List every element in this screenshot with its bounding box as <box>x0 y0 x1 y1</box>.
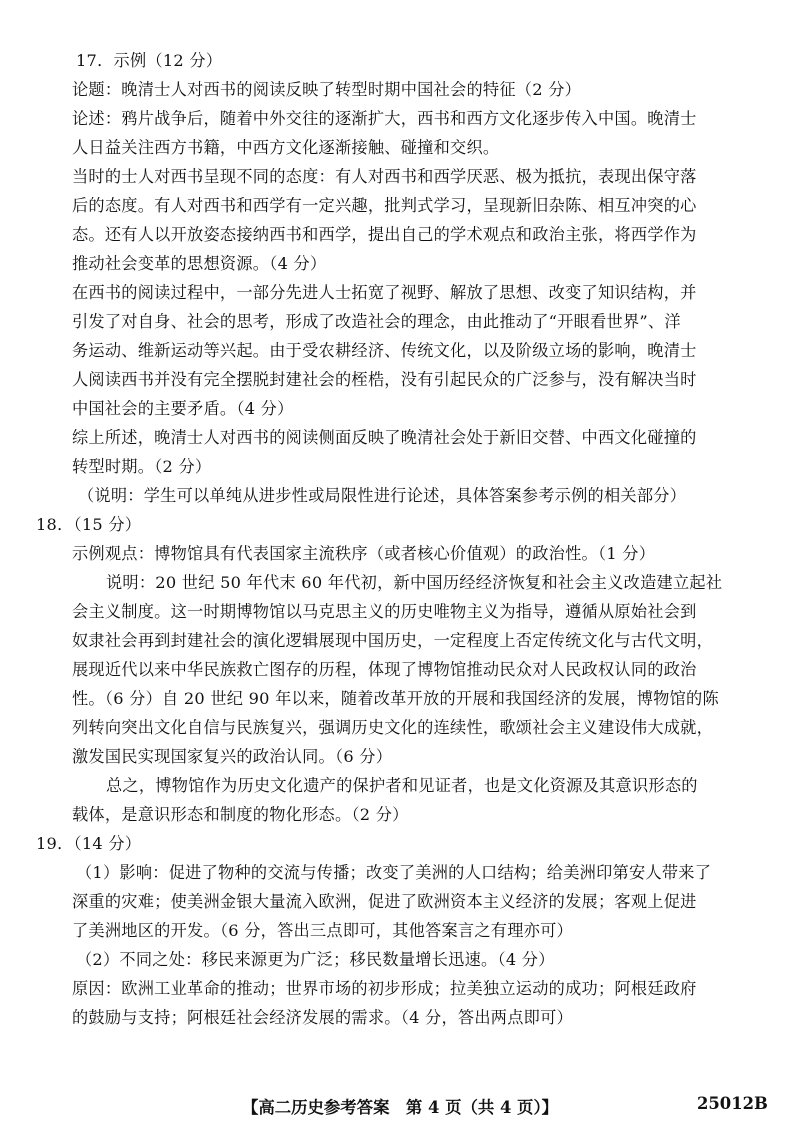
q18-summary-line: 总之，博物馆作为历史文化遗产的保护者和见证者，也是文化资源及其意识形态的 <box>106 776 698 795</box>
page-footer-title: 【高二历史参考答案 第 4 页（共 4 页）】 <box>241 1098 559 1117</box>
q18-explanation-line: 说明：20 世纪 50 年代末 60 年代初，新中国历经经济恢复和社会主义改造建立起社 <box>106 573 723 592</box>
q17-argument-line: 人阅读西书并没有完全摆脱封建社会的桎梏，没有引起民众的广泛参与，没有解决当时 <box>72 370 697 389</box>
q18-heading: 18．（15 分） <box>36 515 142 534</box>
q17-argument-line: 态。还有人以开放姿态接纳西书和西学，提出自己的学术观点和政治主张，将西学作为 <box>72 225 697 244</box>
q17-argument-line: 论述：鸦片战争后，随着中外交往的逐渐扩大，西书和西方文化逐步传入中国。晚清士 <box>72 109 697 128</box>
q17-note: （说明：学生可以单纯从进步性或局限性进行论述，具体答案参考示例的相关部分） <box>78 486 687 505</box>
q17-conclusion-line: 综上所述，晚清士人对西书的阅读侧面反映了晚清社会处于新旧交替、中西文化碰撞的 <box>72 428 697 447</box>
q18-viewpoint: 示例观点：博物馆具有代表国家主流秩序（或者核心价值观）的政治性。（1 分） <box>72 544 656 563</box>
q18-explanation-line: 奴隶社会再到封建社会的演化逻辑展现中国历史，一定程度上否定传统文化与古代文明， <box>72 631 714 650</box>
q18-explanation-line: 激发国民实现国家复兴的政治认同。（6 分） <box>72 747 393 766</box>
q17-thesis: 论题：晚清士人对西书的阅读反映了转型时期中国社会的特征（2 分） <box>72 80 582 99</box>
q19-part1-line: 深重的灾难；使美洲金银大量流入欧洲，促进了欧洲资本主义经济的发展；客观上促进 <box>72 892 697 911</box>
q19-reason-line: 的鼓励与支持；阿根廷社会经济发展的需求。（4 分，答出两点即可） <box>72 1008 573 1027</box>
q18-explanation-line: 性。（6 分）自 20 世纪 90 年以来，随着改革开放的开展和我国经济的发展，博物馆的陈 <box>72 689 719 708</box>
q18-summary-line: 载体，是意识形态和制度的物化形态。（2 分） <box>72 805 409 824</box>
q19-heading: 19．（14 分） <box>36 834 142 853</box>
q17-argument-line: 在西书的阅读过程中，一部分先进人士拓宽了视野、解放了思想、改变了知识结构，并 <box>72 283 697 302</box>
q17-argument-line: 中国社会的主要矛盾。（4 分） <box>72 399 294 418</box>
q17-conclusion-line: 转型时期。（2 分） <box>72 457 212 476</box>
q19-reason-line: 原因：欧洲工业革命的推动；世界市场的初步形成；拉美独立运动的成功；阿根廷政府 <box>72 979 697 998</box>
q19-part1-line: （1）影响：促进了物种的交流与传播；改变了美洲的人口结构；给美洲印第安人带来了 <box>76 863 712 882</box>
q18-explanation-line: 列转向突出文化自信与民族复兴，强调历史文化的连续性，歌颂社会主义建设伟大成就， <box>72 718 714 737</box>
q17-heading: 17．示例（12 分） <box>76 51 223 70</box>
q19-part2-line: （2）不同之处：移民来源更为广泛；移民数量增长迅速。（4 分） <box>76 950 555 969</box>
page-footer-code: 25012B <box>697 1094 768 1113</box>
q17-argument-line: 人日益关注西方书籍，中西方文化逐渐接触、碰撞和交织。 <box>72 138 500 157</box>
q17-argument-line: 推动社会变革的思想资源。（4 分） <box>72 254 327 273</box>
q17-argument-line: 后的态度。有人对西书和西学有一定兴趣，批判式学习，呈现新旧杂陈、相互冲突的心 <box>72 196 697 215</box>
q17-argument-line: 引发了对自身、社会的思考，形成了改造社会的理念，由此推动了“开眼看世界”、洋 <box>72 312 681 331</box>
q18-explanation-line: 展现近代以来中华民族救亡图存的历程，体现了博物馆推动民众对人民政权认同的政治 <box>72 660 697 679</box>
q18-explanation-line: 会主义制度。这一时期博物馆以马克思主义的历史唯物主义为指导，遵循从原始社会到 <box>72 602 697 621</box>
q17-argument-line: 当时的士人对西书呈现不同的态度：有人对西书和西学厌恶、极为抵抗，表现出保守落 <box>72 167 697 186</box>
q19-part1-line: 了美洲地区的开发。（6 分，答出三点即可，其他答案言之有理亦可） <box>72 921 573 940</box>
q17-argument-line: 务运动、维新运动等兴起。由于受农耕经济、传统文化，以及阶级立场的影响，晚清士 <box>72 341 697 360</box>
